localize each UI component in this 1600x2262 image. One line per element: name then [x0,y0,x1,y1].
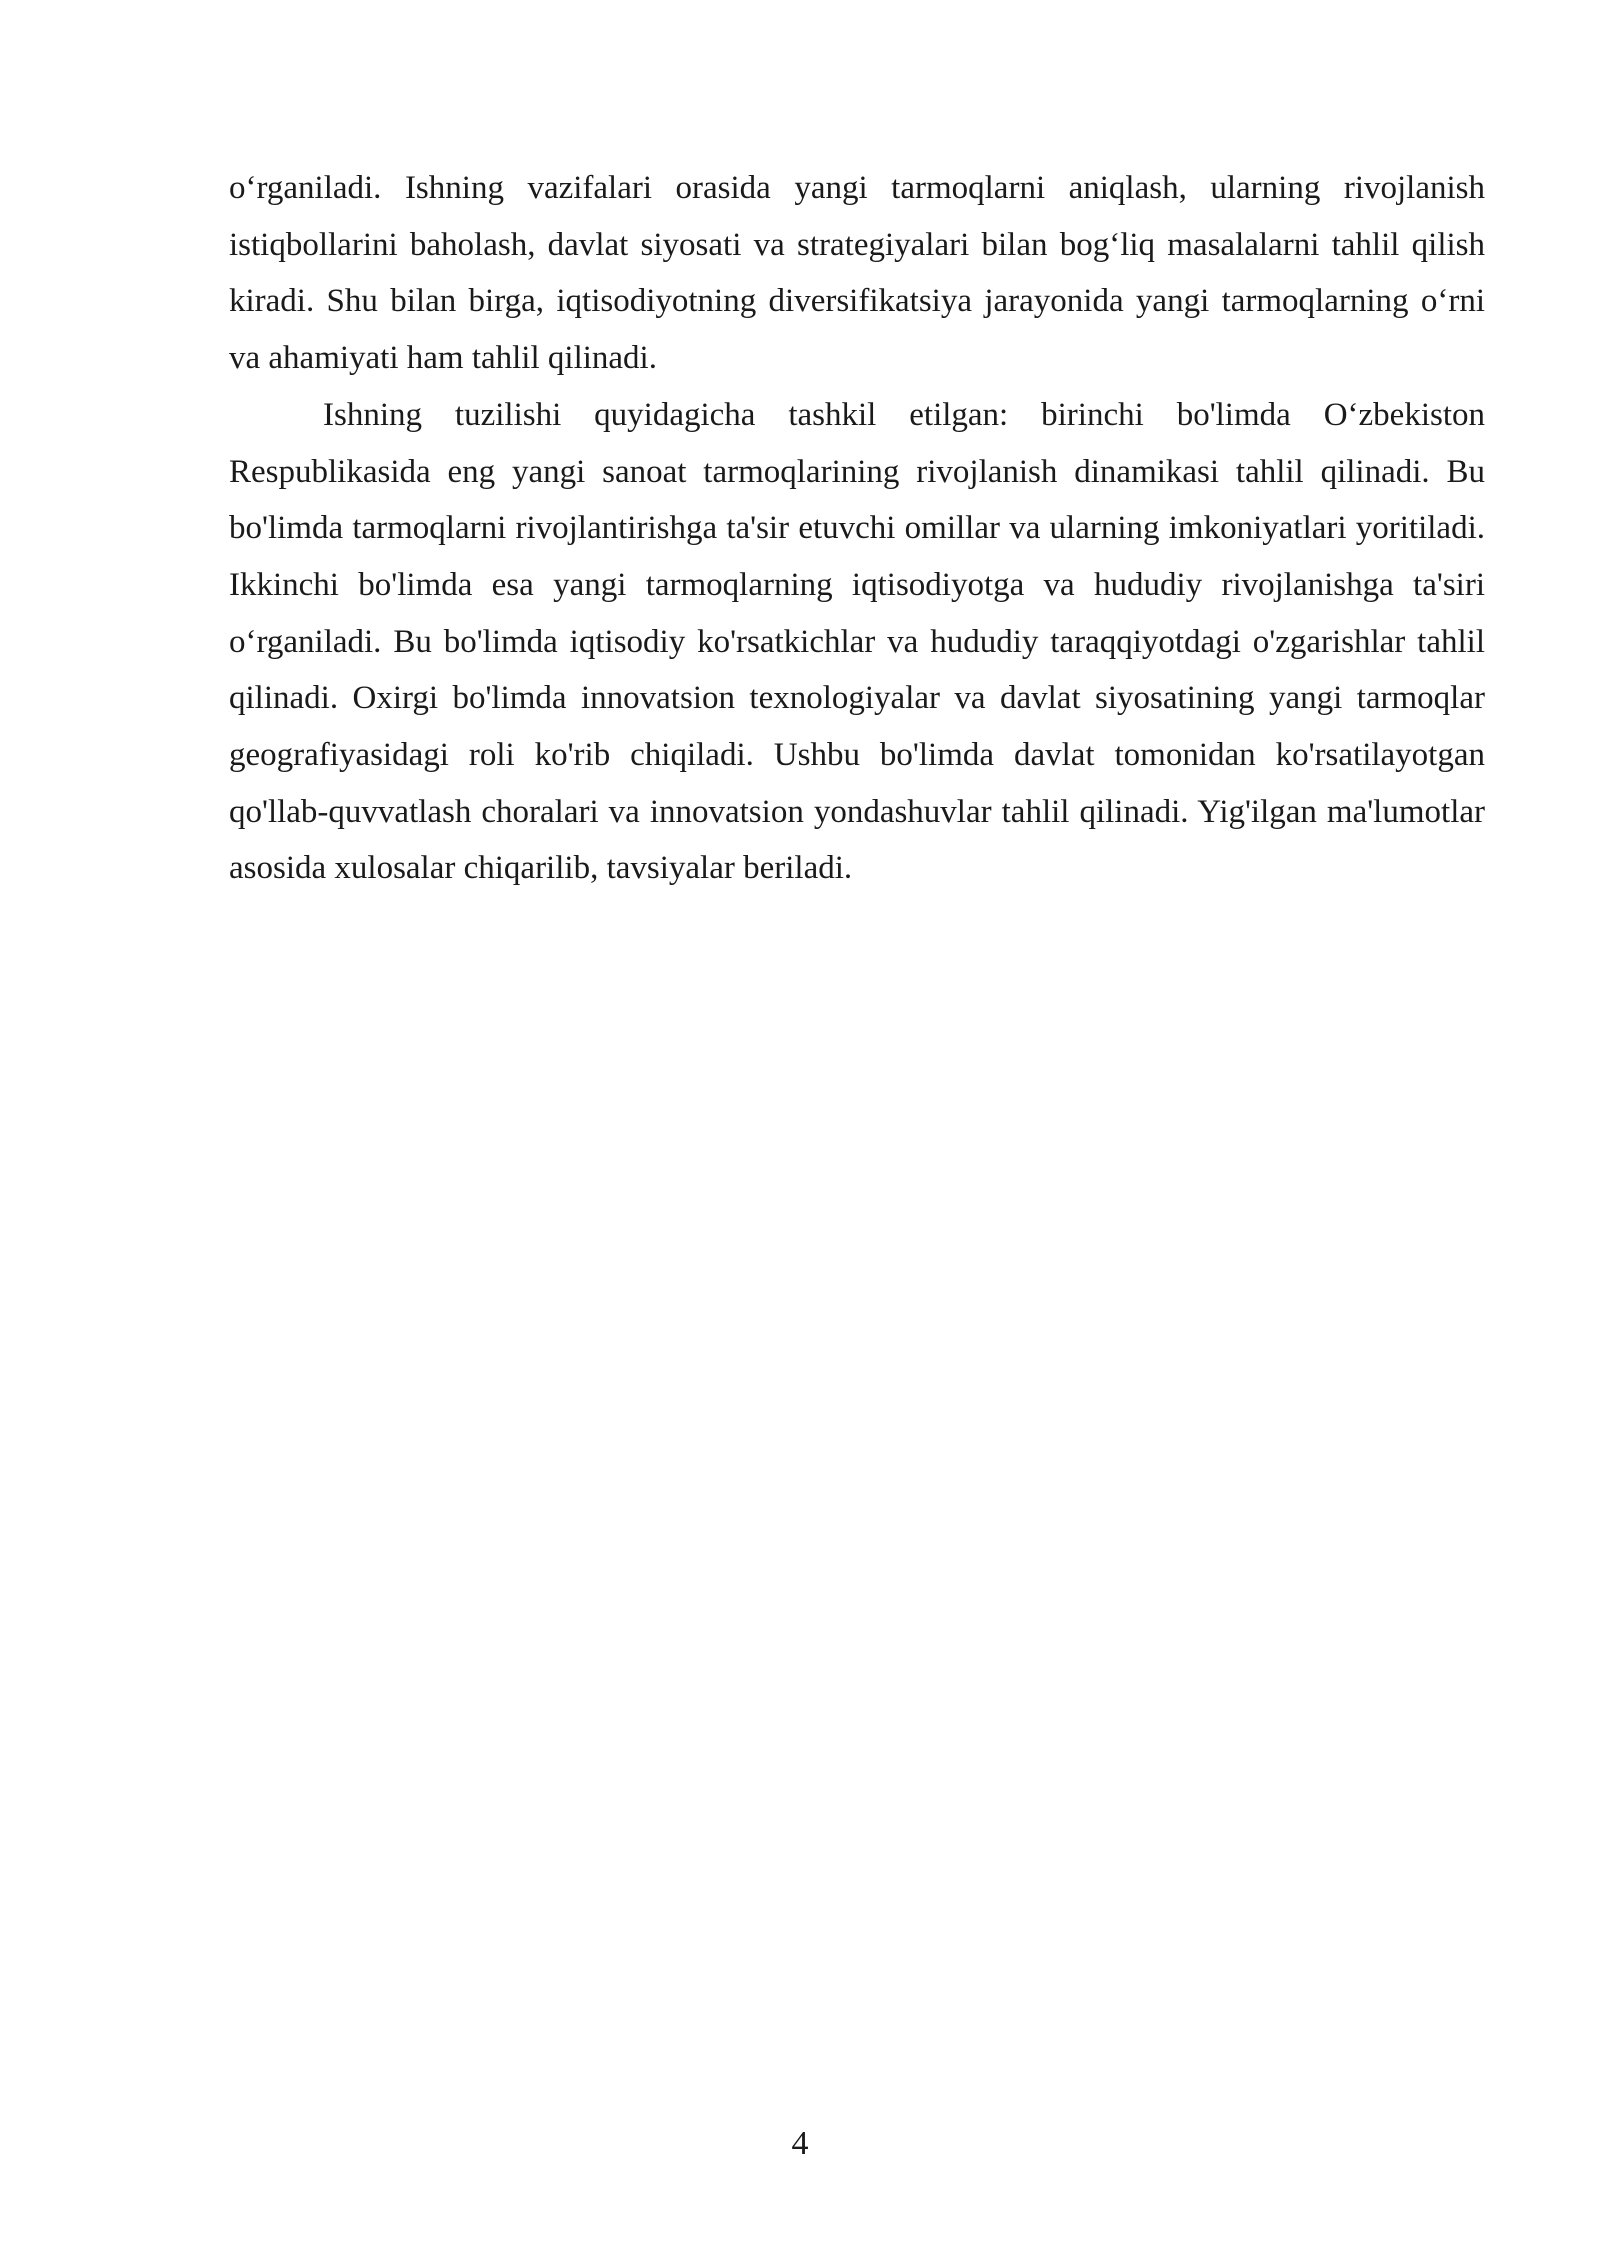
paragraph-structure: Ishning tuzilishi quyidagicha tashkil etilgan: birinchi bo'limda O‘zbekiston Respublikasida eng yangi sanoat tarmoqlarining rivojlanish dinamikasi tahlil qilinadi. Bu bo'limda tarmoqlarni rivojlantirishga ta'sir etuvchi omillar va ularning imkoniyatlari yoritiladi. Ikkinchi bo'limda esa yangi tarmoqlarning iqtisodiyotga va hududiy rivojlanishga ta'siri o‘rganiladi. Bu bo'limda iqtisodiy ko'rsatkichlar va hududiy taraqqiyotdagi o'zgarishlar tahlil qilinadi. Oxirgi bo'limda innovatsion texnologiyalar va davlat siyosatining yangi tarmoqlar geografiyasidagi roli ko'rib chiqiladi. Ushbu bo'limda davlat tomonidan ko'rsatilayotgan qo'llab-quvvatlash choralari va innovatsion yondashuvlar tahlil qilinadi. Yig'ilgan ma'lumotlar asosida xulosalar chiqarilib, tavsiyalar beriladi. [229,396,1485,887]
paragraph-continuation: o‘rganiladi. Ishning vazifalari orasida yangi tarmoqlarni aniqlash, ularning rivojlanish istiqbollarini baholash, davlat siyosati va strategiyalari bilan bog‘liq masalalarni tahlil qilish kiradi. Shu bilan birga, iqtisodiyotning diversifikatsiya jarayonida yangi tarmoqlarning o‘rni va ahamiyati ham tahlil qilinadi. [229,170,1485,377]
page-number: 4 [791,2125,809,2162]
body-text [229,160,1485,897]
